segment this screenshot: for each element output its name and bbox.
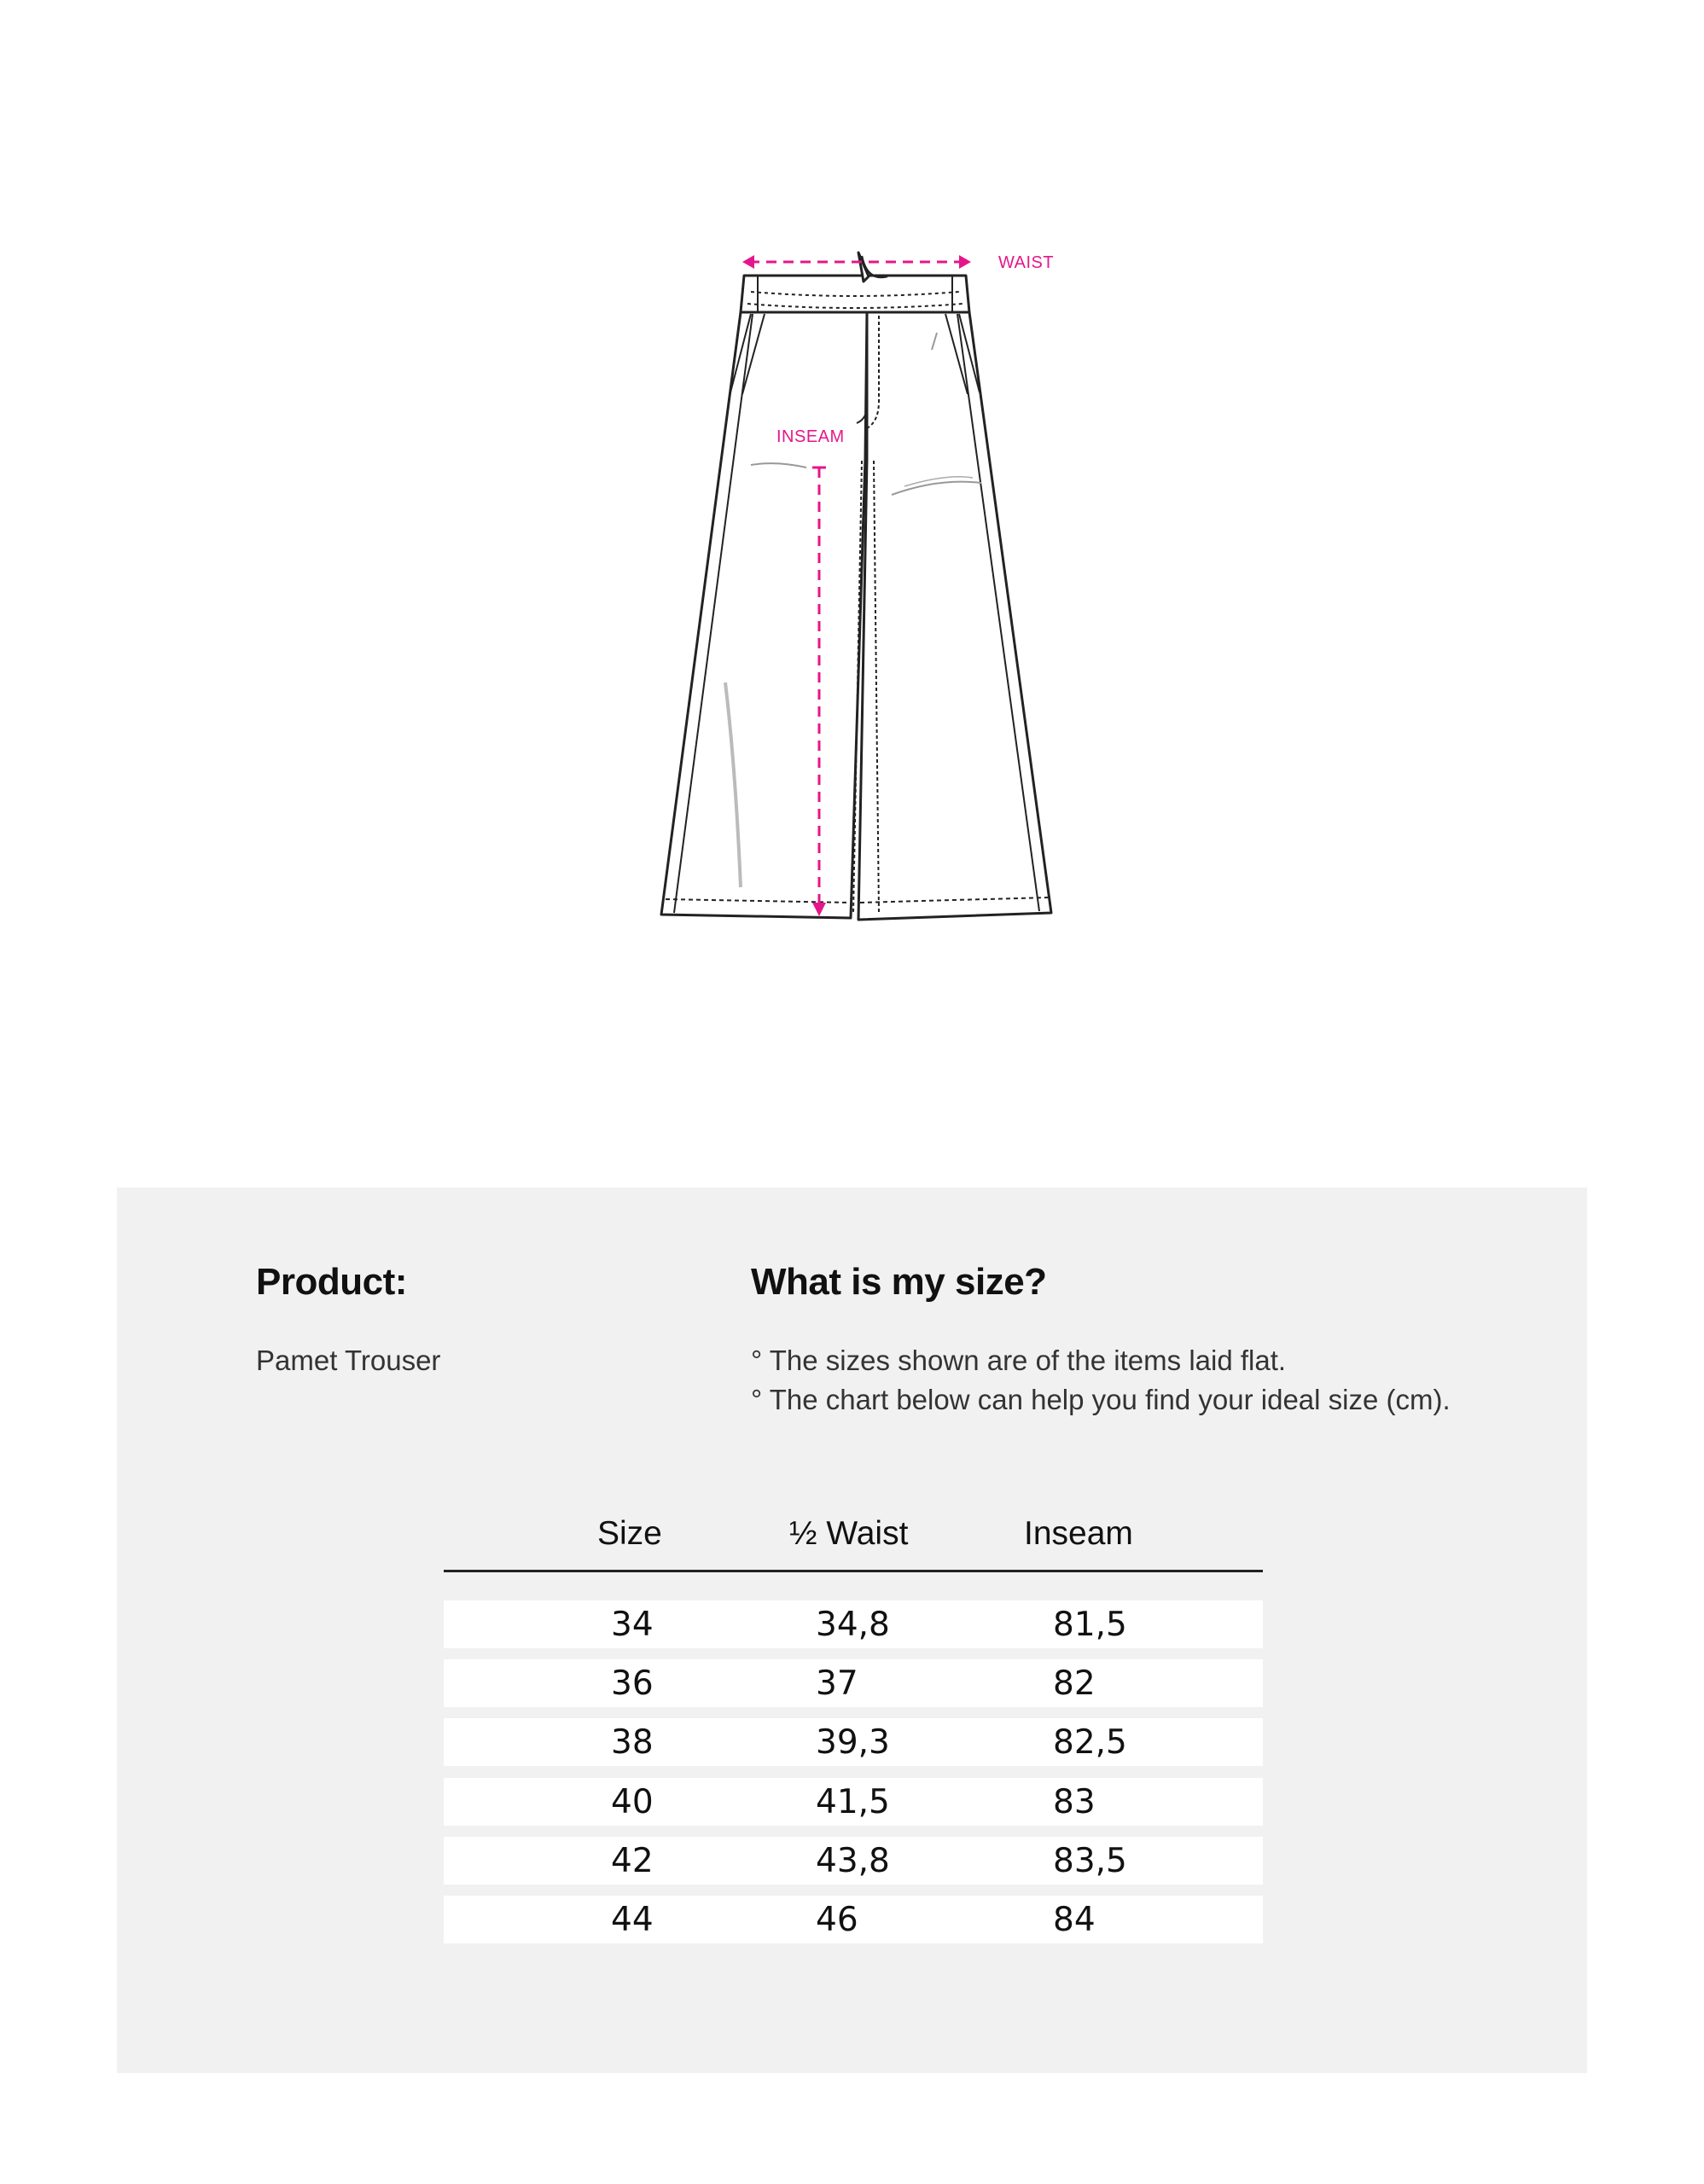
cell-half-waist: 37 <box>816 1664 858 1703</box>
cell-inseam: 84 <box>1053 1901 1096 1939</box>
table-row <box>444 1837 1263 1885</box>
cell-size: 40 <box>611 1783 654 1821</box>
inseam-label: INSEAM <box>776 427 845 446</box>
cell-half-waist: 41,5 <box>816 1783 890 1821</box>
column-header-size: Size <box>597 1515 662 1552</box>
cell-half-waist: 39,3 <box>816 1723 890 1762</box>
cell-size: 42 <box>611 1842 654 1880</box>
cell-inseam: 83,5 <box>1053 1842 1127 1880</box>
product-name: Pamet Trouser <box>256 1345 441 1376</box>
table-row <box>444 1600 1263 1648</box>
cell-size: 34 <box>611 1606 654 1644</box>
size-note-laid-flat: ° The sizes shown are of the items laid flat. <box>751 1345 1287 1376</box>
table-row <box>444 1896 1263 1943</box>
cell-inseam: 82,5 <box>1053 1723 1127 1762</box>
trouser-sketch <box>0 0 1704 964</box>
cell-inseam: 82 <box>1053 1664 1096 1703</box>
cell-inseam: 83 <box>1053 1783 1096 1821</box>
cell-half-waist: 34,8 <box>816 1606 890 1644</box>
cell-inseam: 81,5 <box>1053 1606 1127 1644</box>
table-header-rule <box>444 1570 1263 1572</box>
table-row <box>444 1659 1263 1707</box>
waist-measure-arrow <box>742 255 971 269</box>
column-header-half-waist: ½ Waist <box>789 1515 909 1552</box>
table-row <box>444 1778 1263 1826</box>
column-header-inseam: Inseam <box>1024 1515 1133 1552</box>
waist-label: WAIST <box>998 253 1055 272</box>
cell-half-waist: 43,8 <box>816 1842 890 1880</box>
cell-size: 36 <box>611 1664 654 1703</box>
product-heading: Product: <box>256 1261 407 1303</box>
trouser-outline <box>661 253 1051 920</box>
table-row <box>444 1718 1263 1766</box>
cell-half-waist: 46 <box>816 1901 858 1939</box>
cell-size: 44 <box>611 1901 654 1939</box>
size-note-chart: ° The chart below can help you find your ideal size (cm). <box>751 1384 1451 1415</box>
size-help-heading: What is my size? <box>751 1261 1047 1303</box>
cell-size: 38 <box>611 1723 654 1762</box>
